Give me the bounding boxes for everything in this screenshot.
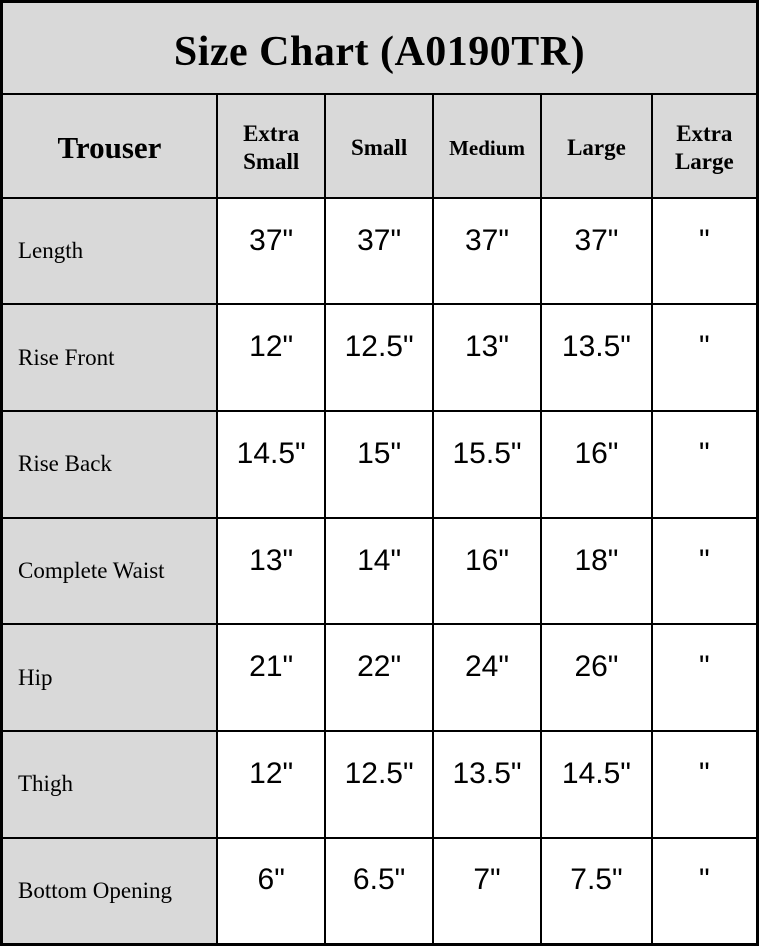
value-rise-front-large: 13.5" bbox=[541, 304, 651, 411]
value-rise-back-extra-small: 14.5" bbox=[217, 411, 325, 518]
value-bottom-opening-large: 7.5" bbox=[541, 838, 651, 945]
value-rise-back-extra-large: " bbox=[652, 411, 758, 518]
value-bottom-opening-extra-small: 6" bbox=[217, 838, 325, 945]
row-label-bottom-opening: Bottom Opening bbox=[2, 838, 217, 945]
value-rise-front-extra-large: " bbox=[652, 304, 758, 411]
value-thigh-extra-large: " bbox=[652, 731, 758, 838]
value-length-medium: 37" bbox=[433, 198, 541, 305]
value-complete-waist-medium: 16" bbox=[433, 518, 541, 625]
value-bottom-opening-small: 6.5" bbox=[325, 838, 432, 945]
column-header-large: Large bbox=[541, 94, 651, 198]
value-rise-front-medium: 13" bbox=[433, 304, 541, 411]
row-label-length: Length bbox=[2, 198, 217, 305]
row-label-hip: Hip bbox=[2, 624, 217, 731]
value-complete-waist-extra-small: 13" bbox=[217, 518, 325, 625]
value-complete-waist-small: 14" bbox=[325, 518, 432, 625]
value-bottom-opening-medium: 7" bbox=[433, 838, 541, 945]
header-row bbox=[2, 94, 758, 198]
value-rise-back-medium: 15.5" bbox=[433, 411, 541, 518]
corner-header-trouser: Trouser bbox=[2, 94, 217, 198]
value-thigh-medium: 13.5" bbox=[433, 731, 541, 838]
column-header-small: Small bbox=[325, 94, 432, 198]
value-length-small: 37" bbox=[325, 198, 432, 305]
value-complete-waist-extra-large: " bbox=[652, 518, 758, 625]
value-complete-waist-large: 18" bbox=[541, 518, 651, 625]
table-row-hip bbox=[2, 624, 758, 731]
value-thigh-large: 14.5" bbox=[541, 731, 651, 838]
value-rise-front-small: 12.5" bbox=[325, 304, 432, 411]
value-thigh-small: 12.5" bbox=[325, 731, 432, 838]
chart-title: Size Chart (A0190TR) bbox=[2, 2, 758, 95]
value-hip-extra-large: " bbox=[652, 624, 758, 731]
title-row bbox=[2, 2, 758, 95]
value-rise-front-extra-small: 12" bbox=[217, 304, 325, 411]
value-length-extra-large: " bbox=[652, 198, 758, 305]
table-row-bottom-opening bbox=[2, 838, 758, 945]
table-row-complete-waist bbox=[2, 518, 758, 625]
row-label-rise-front: Rise Front bbox=[2, 304, 217, 411]
row-label-rise-back: Rise Back bbox=[2, 411, 217, 518]
value-bottom-opening-extra-large: " bbox=[652, 838, 758, 945]
value-rise-back-small: 15" bbox=[325, 411, 432, 518]
value-thigh-extra-small: 12" bbox=[217, 731, 325, 838]
value-length-extra-small: 37" bbox=[217, 198, 325, 305]
column-header-medium: Medium bbox=[433, 94, 541, 198]
value-hip-small: 22" bbox=[325, 624, 432, 731]
row-label-thigh: Thigh bbox=[2, 731, 217, 838]
value-length-large: 37" bbox=[541, 198, 651, 305]
table-row-thigh bbox=[2, 731, 758, 838]
value-hip-extra-small: 21" bbox=[217, 624, 325, 731]
column-header-extra-small: Extra Small bbox=[217, 94, 325, 198]
value-hip-medium: 24" bbox=[433, 624, 541, 731]
value-rise-back-large: 16" bbox=[541, 411, 651, 518]
table-row-rise-front bbox=[2, 304, 758, 411]
value-hip-large: 26" bbox=[541, 624, 651, 731]
row-label-complete-waist: Complete Waist bbox=[2, 518, 217, 625]
table-row-length bbox=[2, 198, 758, 305]
column-header-extra-large: Extra Large bbox=[652, 94, 758, 198]
table-row-rise-back bbox=[2, 411, 758, 518]
